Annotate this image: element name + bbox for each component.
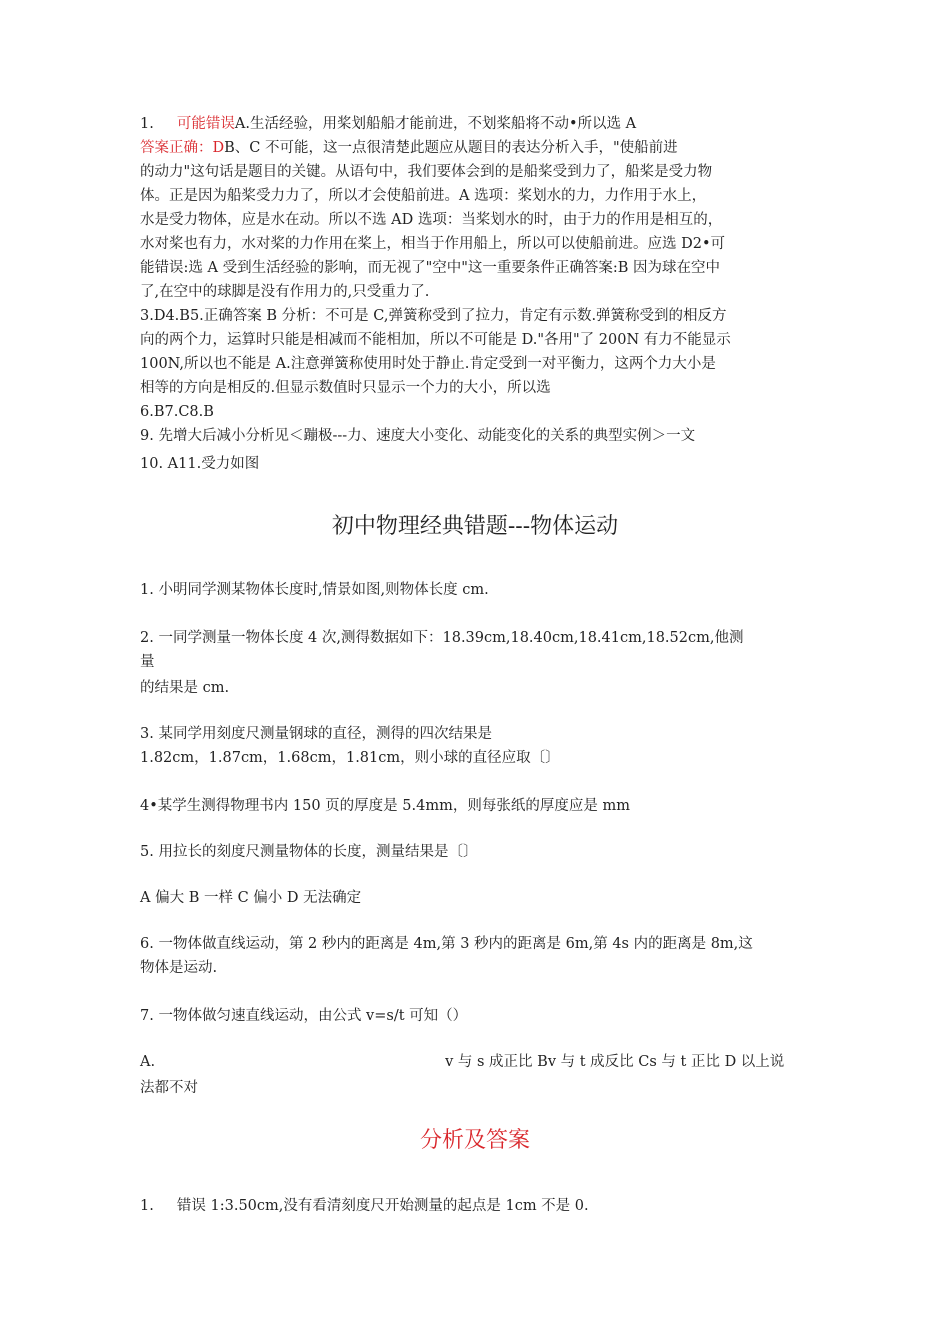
answer-line-15: 10. A11.受力如图 [140, 456, 260, 472]
item-number: 1. [140, 116, 154, 132]
answer-line-13: 6.B7.C8.B [140, 404, 214, 420]
answer-line-11: 100N,所以也不能是 A.注意弹簧称使用时处于静止.肯定受到一对平衡力，这两个力大小是 [140, 356, 716, 372]
question-5: 5. 用拉长的刻度尺测量物体的长度，测量结果是〔〕 [140, 844, 478, 860]
correct-answer-letter: D [212, 140, 225, 156]
answer-line-6: 水对桨也有力，水对桨的力作用在桨上，相当于作用船上，所以可以使船前进。应选 D2•可 [140, 236, 726, 252]
option-text: v 与 s 成正比 Bv 与 t 成反比 Cs 与 t 正比 D 以上说 [445, 1054, 785, 1070]
answer-line-3: 的动力"这句话是题目的关键。从语句中，我们要体会到的是船桨受到力了，船桨是受力物 [140, 164, 713, 180]
question-2-line-1: 2. 一同学测量一物体长度 4 次,测得数据如下：18.39cm,18.40cm,18.41cm,18.52cm,他测 [140, 630, 744, 646]
answer-line-14: 9. 先增大后减小分析见＜蹦极---力、速度大小变化、动能变化的关系的典型实例＞一文 [140, 428, 696, 444]
answer-line-4: 体。正是因为船桨受力力了，所以才会使船前进。A 选项：桨划水的力，力作用于水上， [140, 188, 707, 204]
answer-line-5: 水是受力物体，应是水在动。所以不选 AD 选项：当桨划水的时，由于力的作用是相互的， [140, 212, 723, 228]
answer-line-10: 向的两个力，运算时只能是相减而不能相加，所以不可能是 D."各用"了 200N 有力不能显示 [140, 332, 731, 348]
option-label: A. [140, 1054, 156, 1070]
answer-line-8: 了,在空中的球脚是没有作用力的,只受重力了. [140, 284, 430, 300]
question-7-options-line-1 [140, 1050, 820, 1074]
answer-line-2 [140, 136, 820, 160]
question-6-line-2: 物体是运动. [140, 960, 218, 976]
question-3-line-1: 3. 某同学用刻度尺测量钢球的直径，测得的四次结果是 [140, 726, 492, 742]
answer-line-1 [140, 112, 820, 136]
question-5-options: A 偏大 B 一样 C 偏小 D 无法确定 [140, 890, 362, 906]
answer-text: A.生活经验，用桨划船船才能前进，不划桨船将不动•所以选 A [234, 116, 637, 132]
section-title: 初中物理经典错题---物体运动 [331, 514, 619, 539]
answer-line-12: 相等的方向是相反的.但显示数值时只显示一个力的大小，所以选 [140, 380, 551, 396]
item-number: 1. [140, 1198, 154, 1214]
question-2-line-3: 的结果是 cm. [140, 680, 230, 696]
possible-error-label: 可能错误 [176, 116, 235, 132]
question-3-line-2: 1.82cm，1.87cm，1.68cm，1.81cm，则小球的直径应取〔〕 [140, 750, 560, 766]
correct-answer-label: 答案正确： [140, 140, 213, 156]
answer-text: B、C 不可能，这一点很清楚此题应从题目的表达分析入手，"使船前进 [224, 140, 678, 156]
analysis-answer-1 [140, 1194, 820, 1218]
question-4: 4•某学生测得物理书内 150 页的厚度是 5.4mm，则每张纸的厚度应是 mm [140, 798, 630, 814]
question-2-line-2: 量 [140, 654, 155, 670]
question-7-options-line-2: 法都不对 [140, 1080, 198, 1096]
analysis-title: 分析及答案 [419, 1128, 530, 1153]
answer-line-7: 能错误:选 A 受到生活经验的影响，而无视了"空中"这一重要条件正确答案:B 因为球在空中 [140, 260, 721, 276]
answer-line-9: 3.D4.B5.正确答案 B 分析：不可是 C,弹簧称受到了拉力，肯定有示数.弹簧称受到的相反方 [140, 308, 727, 324]
question-6-line-1: 6. 一物体做直线运动，第 2 秒内的距离是 4m,第 3 秒内的距离是 6m,第 4s 内的距离是 8m,这 [140, 936, 753, 952]
analysis-text: 错误 1:3.50cm,没有看清刻度尺开始测量的起点是 1cm 不是 0. [176, 1198, 589, 1214]
question-7: 7. 一物体做匀速直线运动，由公式 v=s/t 可知（） [140, 1008, 468, 1024]
question-1: 1. 小明同学测某物体长度时,情景如图,则物体长度 cm. [140, 582, 489, 598]
